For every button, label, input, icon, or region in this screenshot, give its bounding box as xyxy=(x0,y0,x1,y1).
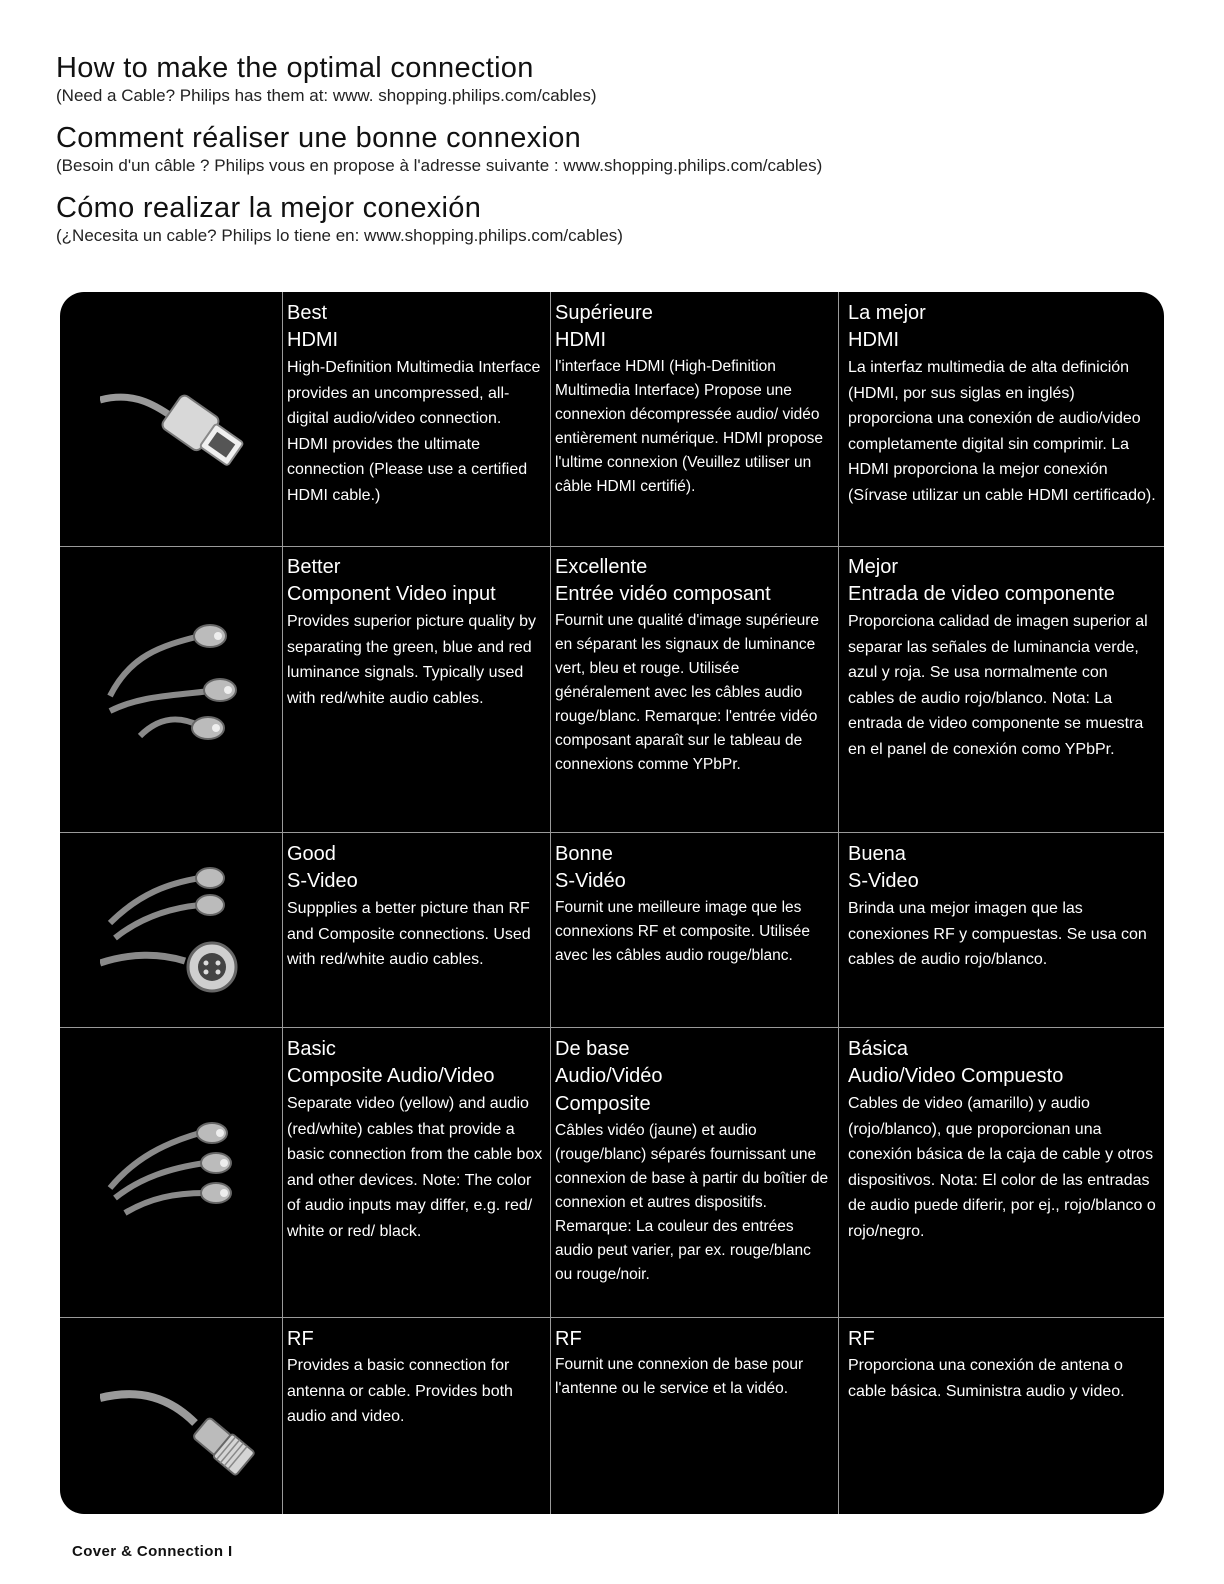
heading-note: (¿Necesita un cable? Philips lo tiene en: www.shopping.philips.com/cables) xyxy=(56,226,623,245)
cable-image-cell xyxy=(60,833,282,1027)
rank-label: Mejor xyxy=(848,556,899,578)
description: Provides superior picture quality by separating the green, blue and red luminance signals. Typically used with red/white audio cables. xyxy=(287,613,537,707)
connection-type: Composite Audio/Video xyxy=(287,1065,495,1087)
heading-title: How to make the optimal connection xyxy=(56,52,534,84)
connection-type: HDMI xyxy=(555,329,607,351)
heading-title: Comment réaliser une bonne connexion xyxy=(56,122,582,154)
heading-note: (Besoin d'un câble ? Philips vous en propose à l'adresse suivante : www.shopping.philips.com/cables) xyxy=(56,156,823,175)
component-video-cable-icon xyxy=(100,616,260,746)
description: l'interface HDMI (High-Definition Multimedia Interface) Propose une connexion décompressée audio/ vidéo entièrement numérique. HDMI propose l'ultime connexion (Veuillez utiliser un câble HDMI certifié). xyxy=(555,358,823,495)
rank-label: Básica xyxy=(848,1038,909,1060)
english-cell xyxy=(282,546,550,832)
rank-label: Better xyxy=(287,556,341,578)
heading-note: (Need a Cable? Philips has them at: www. shopping.philips.com/cables) xyxy=(56,86,597,105)
rank-label: Supérieure xyxy=(555,302,653,324)
rank-label: RF xyxy=(287,1328,314,1350)
rank-label: Basic xyxy=(287,1038,336,1060)
connection-type: Entrée vidéo composant xyxy=(555,583,771,605)
rank-label: Buena xyxy=(848,843,906,865)
heading-title: Cómo realizar la mejor conexión xyxy=(56,192,482,224)
table-row xyxy=(60,1028,1164,1318)
rank-label: La mejor xyxy=(848,302,926,324)
rank-label: Good xyxy=(287,843,336,865)
cable-image-cell xyxy=(60,292,282,546)
composite-av-cable-icon xyxy=(100,1098,260,1228)
spanish-cell xyxy=(838,1318,1164,1514)
connection-type: Audio/Video Compuesto xyxy=(848,1065,1064,1087)
description: Brinda una mejor imagen que las conexiones RF y compuestas. Se usa con cables de audio rojo/blanco. xyxy=(848,900,1147,968)
connection-type: S-Vidéo xyxy=(555,870,626,892)
rank-label: Bonne xyxy=(555,843,613,865)
description: Câbles vidéo (jaune) et audio (rouge/blanc) séparés fournissant une connexion de base à partir du boîtier de connexion et autres dispositifs. Remarque: La couleur des entrées audio peut varier, par ex. rouge/blanc ou rouge/noir. xyxy=(555,1122,829,1283)
description: La interfaz multimedia de alta definición (HDMI, por sus siglas en inglés) proporciona una conexión de audio/video completamente digital sin comprimir. La HDMI proporciona la mejor conexión (Sírvase utilizar un cable HDMI certificado). xyxy=(848,359,1156,504)
description: Fournit une connexion de base pour l'antenne ou le service et la vidéo. xyxy=(555,1356,804,1397)
connection-type: S-Video xyxy=(287,870,358,892)
english-cell xyxy=(282,1028,550,1317)
description: Fournit une qualité d'image supérieure en séparant les signaux de luminance vert, bleu et rouge. Utilisée généralement avec les câbles audio rouge/blanc. Remarque: l'entrée vidéo composant aparaît sur le tableau de connexions comme YPbPr. xyxy=(555,612,820,773)
spanish-cell xyxy=(838,1028,1164,1317)
cable-image-cell xyxy=(60,546,282,832)
description: Suppplies a better picture than RF and Composite connections. Used with red/white audio cables. xyxy=(287,900,531,968)
rf-coax-cable-icon xyxy=(100,1358,260,1488)
heading-spanish xyxy=(56,192,1176,246)
connection-type: HDMI xyxy=(848,329,900,351)
connection-type: S-Video xyxy=(848,870,919,892)
connection-table xyxy=(60,292,1164,1514)
description: Proporciona calidad de imagen superior al separar las señales de luminancia verde, azul y roja. Se usa normalmente con cables de audio rojo/blanco. Nota: La entrada de video componente se muestra en el panel de conexión como YPbPr. xyxy=(848,613,1148,758)
table-row xyxy=(60,292,1164,547)
hdmi-cable-icon xyxy=(100,362,260,492)
french-cell xyxy=(550,292,838,546)
description: Proporciona una conexión de antena o cable básica. Suministra audio y video. xyxy=(848,1357,1125,1400)
table-row xyxy=(60,833,1164,1028)
rank-label: Best xyxy=(287,302,328,324)
description: Separate video (yellow) and audio (red/white) cables that provide a basic connection from the cable box and other devices. Note: The color of audio inputs may differ, e.g. red/ white or red/ black. xyxy=(287,1095,543,1240)
heading-english xyxy=(56,52,1176,106)
s-video-cable-icon xyxy=(100,863,260,993)
french-cell xyxy=(550,833,838,1027)
connection-type: HDMI xyxy=(287,329,339,351)
french-cell xyxy=(550,1318,838,1514)
page-footer: Cover & Connection I xyxy=(72,1543,233,1560)
cable-image-cell xyxy=(60,1318,282,1514)
connection-type: Audio/Vidéo Composite xyxy=(555,1065,663,1115)
english-cell xyxy=(282,833,550,1027)
spanish-cell xyxy=(838,833,1164,1027)
heading-french xyxy=(56,122,1176,176)
rank-label: Excellente xyxy=(555,556,648,578)
connection-type: Component Video input xyxy=(287,583,496,605)
french-cell xyxy=(550,546,838,832)
description: Fournit une meilleure image que les connexions RF et composite. Utilisée avec les câbles audio rouge/blanc. xyxy=(555,899,811,964)
connection-type: Entrada de video componente xyxy=(848,583,1115,605)
description: Provides a basic connection for antenna or cable. Provides both audio and video. xyxy=(287,1357,513,1425)
spanish-cell xyxy=(838,292,1164,546)
spanish-cell xyxy=(838,546,1164,832)
rank-label: RF xyxy=(848,1328,875,1350)
table-row xyxy=(60,546,1164,833)
english-cell xyxy=(282,292,550,546)
cable-image-cell xyxy=(60,1028,282,1317)
french-cell xyxy=(550,1028,838,1317)
english-cell xyxy=(282,1318,550,1514)
rank-label: RF xyxy=(555,1328,582,1350)
rank-label: De base xyxy=(555,1038,630,1060)
description: High-Definition Multimedia Interface provides an uncompressed, all-digital audio/video connection. HDMI provides the ultimate connection (Please use a certified HDMI cable.) xyxy=(287,359,541,504)
table-row xyxy=(60,1318,1164,1514)
description: Cables de video (amarillo) y audio (rojo/blanco), que proporcionan una conexión básica de la caja de cable y otros dispositivos. Nota: El color de las entradas de audio puede diferir, por ej., rojo/blanco o rojo/negro. xyxy=(848,1095,1156,1240)
